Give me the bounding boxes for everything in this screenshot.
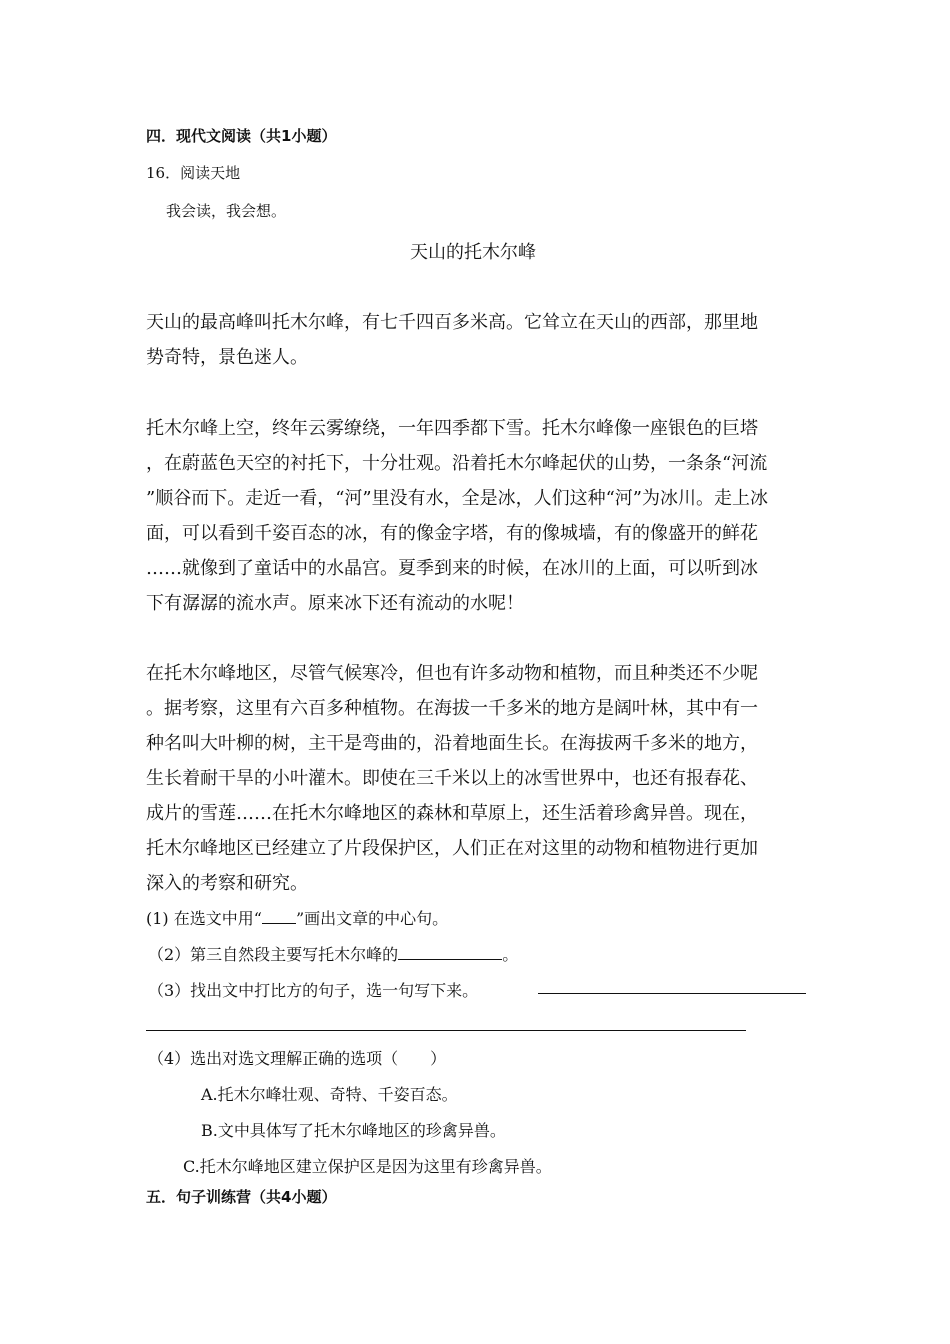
question-3-answer-blank-2[interactable] (146, 1030, 746, 1031)
question-3-text: （3）找出文中打比方的句子，选一句写下来。 (148, 981, 479, 1000)
paragraph-2-line-5: ……就像到了童话中的水晶宫。夏季到来的时候，在冰川的上面，可以听到冰 (146, 558, 758, 579)
question-3-answer-blank-1[interactable] (538, 993, 806, 994)
paragraph-3-line-2: 。据考察，这里有六百多种植物。在海拔一千多米的地方是阔叶林，其中有一 (146, 698, 758, 719)
question-2-text: （2）第三自然段主要写托木尔峰的 (148, 945, 399, 964)
paragraph-2-line-4: 面，可以看到千姿百态的冰，有的像金字塔，有的像城墙，有的像盛开的鲜花 (146, 523, 758, 544)
paragraph-3-line-4: 生长着耐干旱的小叶灌木。即使在三千米以上的冰雪世界中，也还有报春花、 (146, 768, 758, 789)
question-2-period: 。 (502, 945, 519, 964)
paragraph-2-line-1: 托木尔峰上空，终年云雾缭绕，一年四季都下雪。托木尔峰像一座银色的巨塔 (146, 418, 758, 439)
paragraph-3-line-7: 深入的考察和研究。 (146, 873, 308, 894)
paragraph-3-line-1: 在托木尔峰地区，尽管气候寒冷，但也有许多动物和植物，而且种类还不少呢 (146, 663, 758, 684)
question-2 (148, 942, 518, 965)
paragraph-2-line-2: ，在蔚蓝色天空的衬托下，十分壮观。沿着托木尔峰起伏的山势，一条条“河流 (146, 453, 768, 474)
paragraph-1-line-2: 势奇特，景色迷人。 (146, 347, 308, 368)
instruction-text: 我会读，我会想。 (166, 202, 287, 220)
question-1-suffix: ”画出文章的中心句。 (295, 909, 449, 928)
article-title: 天山的托木尔峰 (410, 242, 536, 263)
question-16-label: 16．阅读天地 (146, 164, 241, 182)
question-1 (146, 906, 448, 929)
paragraph-1-line-1: 天山的最高峰叫托木尔峰，有七千四百多米高。它耸立在天山的西部，那里地 (146, 312, 758, 333)
question-4-text: （4）选出对选文理解正确的选项（ ） (148, 1049, 447, 1068)
question-1-prefix: (1) 在选文中用“ (146, 909, 262, 928)
paragraph-2-line-6: 下有潺潺的流水声。原来冰下还有流动的水呢！ (146, 593, 524, 614)
paragraph-3-line-5: 成片的雪莲……在托木尔峰地区的森林和草原上，还生活着珍禽异兽。现在， (146, 803, 758, 824)
section-heading-4: 四．现代文阅读（共1小题） (146, 127, 337, 145)
underline-mark-sample (262, 909, 296, 924)
question-2-answer-blank[interactable] (398, 945, 502, 960)
paragraph-3-line-6: 托木尔峰地区已经建立了片段保护区，人们正在对这里的动物和植物进行更加 (146, 838, 758, 859)
option-b: B.文中具体写了托木尔峰地区的珍禽异兽。 (201, 1121, 506, 1140)
section-heading-5: 五．句子训练营（共4小题） (146, 1188, 337, 1206)
paragraph-2-line-3: ”顺谷而下。走近一看，“河”里没有水，全是冰，人们这种“河”为冰川。走上冰 (146, 488, 769, 509)
option-c: C.托木尔峰地区建立保护区是因为这里有珍禽异兽。 (183, 1157, 552, 1176)
paragraph-3-line-3: 种名叫大叶柳的树，主干是弯曲的，沿着地面生长。在海拔两千多米的地方， (146, 733, 758, 754)
option-a: A.托木尔峰壮观、奇特、千姿百态。 (201, 1085, 458, 1104)
